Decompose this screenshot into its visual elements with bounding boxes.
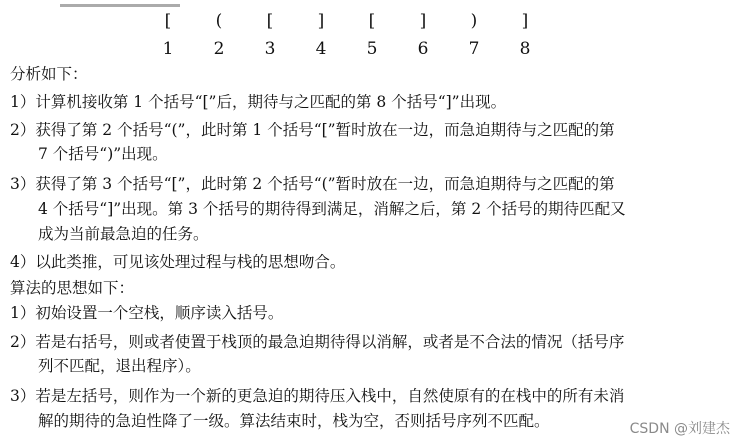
- bracket-symbol: ]: [317, 11, 325, 31]
- bracket-index-row: [0, 36, 744, 62]
- bracket-symbol: [: [266, 11, 274, 31]
- bracket-symbol: ): [470, 11, 478, 31]
- analysis-step-1: 1）计算机接收第 1 个括号“[”后，期待与之匹配的第 8 个括号“]”出现。: [10, 93, 507, 111]
- bracket-symbol: ]: [419, 11, 427, 31]
- cropped-text-remnant: [60, 0, 180, 7]
- analysis-step-4: 4）以此类推，可见该处理过程与栈的思想吻合。: [10, 253, 346, 271]
- analysis-step-3-cont: 4 个括号“]”出现。第 3 个括号的期待得到满足，消解之后，第 2 个括号的期待匹配又: [38, 200, 626, 218]
- algorithm-step-3: 3）若是左括号，则作为一个新的更急迫的期待压入栈中，自然使原有的在栈中的所有未消: [10, 387, 625, 405]
- section-heading-algorithm: 算法的思想如下：: [10, 279, 135, 297]
- algorithm-step-2-cont: 列不匹配，退出程序）。: [38, 357, 201, 375]
- analysis-step-2: 2）获得了第 2 个括号“(”，此时第 1 个括号“[”暂时放在一边，而急迫期待与之匹配的第: [10, 121, 615, 139]
- bracket-index: 4: [315, 39, 327, 59]
- bracket-symbol: [: [368, 11, 376, 31]
- bracket-symbol: (: [215, 11, 223, 31]
- section-heading-analysis: 分析如下：: [10, 65, 88, 83]
- csdn-watermark: CSDN @刘建杰: [629, 421, 730, 437]
- algorithm-step-2: 2）若是右括号，则或者使置于栈顶的最急迫期待得以消解，或者是不合法的情况（括号序: [10, 333, 625, 351]
- bracket-index: 5: [366, 39, 378, 59]
- analysis-step-2-cont: 7 个括号“)”出现。: [38, 145, 168, 163]
- bracket-index: 8: [519, 39, 531, 59]
- analysis-step-3-cont: 成为当前最急迫的任务。: [38, 225, 209, 243]
- bracket-index: 7: [468, 39, 480, 59]
- bracket-index: 2: [213, 39, 225, 59]
- bracket-symbol: ]: [521, 11, 529, 31]
- bracket-symbol-row: [0, 8, 744, 34]
- bracket-index: 3: [264, 39, 276, 59]
- bracket-index: 6: [417, 39, 429, 59]
- bracket-index: 1: [162, 39, 174, 59]
- algorithm-step-3-cont: 解的期待的急迫性降了一级。算法结束时，栈为空，否则括号序列不匹配。: [38, 412, 550, 430]
- bracket-symbol: [: [164, 11, 172, 31]
- algorithm-step-1: 1）初始设置一个空栈，顺序读入括号。: [10, 304, 284, 322]
- analysis-step-3: 3）获得了第 3 个括号“[”，此时第 2 个括号“(”暂时放在一边，而急迫期待与之匹配的第: [10, 175, 615, 193]
